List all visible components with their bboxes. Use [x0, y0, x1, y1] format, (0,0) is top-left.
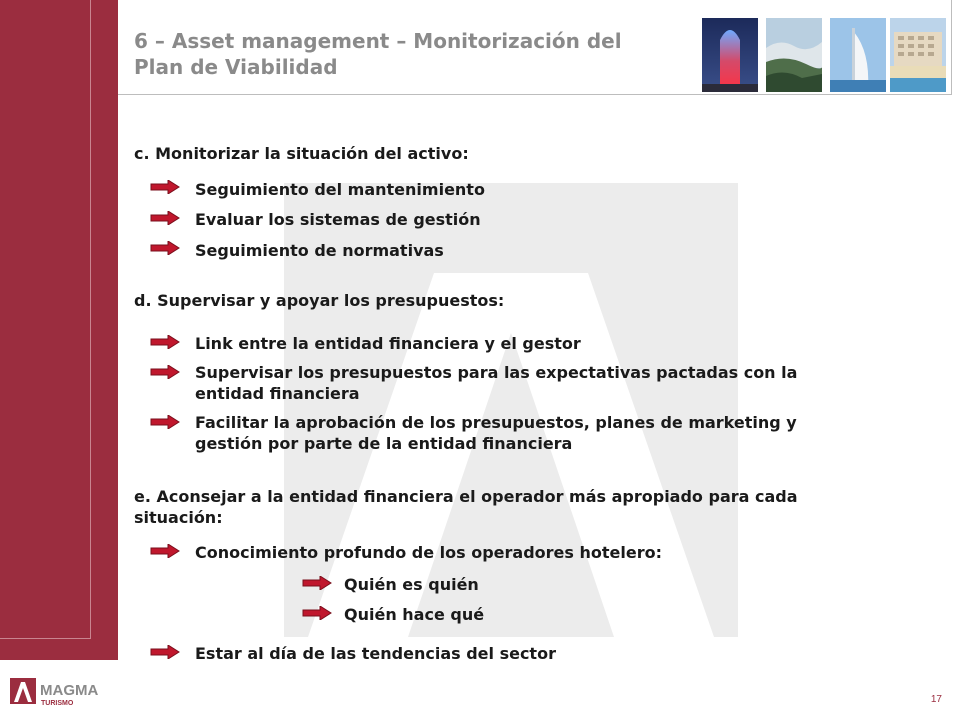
- section-e-heading: [134, 486, 798, 528]
- arrow-icon: [150, 544, 180, 558]
- slide-title-line-2: Plan de Viabilidad: [134, 55, 338, 79]
- arrow-icon: [302, 576, 332, 590]
- section-c-heading: c. Monitorizar la situación del activo:: [134, 144, 469, 163]
- section-d-heading: d. Supervisar y apoyar los presupuestos:: [134, 291, 505, 310]
- header-divider: [118, 94, 952, 95]
- resort-photo: [890, 18, 946, 92]
- sub-bullet-item: Quién es quién: [344, 575, 479, 594]
- section-e-heading-line-1: e. Aconsejar a la entidad financiera el operador más apropiado para cada: [134, 487, 798, 506]
- coast-photo: [766, 18, 822, 92]
- bullet-item: Conocimiento profundo de los operadores hotelero:: [195, 543, 662, 562]
- slide-title: [134, 28, 694, 80]
- bullet-item: Seguimiento de normativas: [195, 241, 444, 260]
- logo-tagline: TURISMO: [41, 700, 74, 707]
- arrow-icon: [150, 335, 180, 349]
- slide-title-line-1: 6 – Asset management – Monitorización del: [134, 29, 622, 53]
- section-e-heading-line-2: situación:: [134, 508, 223, 527]
- bullet-item: Evaluar los sistemas de gestión: [195, 210, 481, 229]
- arrow-icon: [150, 211, 180, 225]
- sail-hotel-photo: [830, 18, 886, 92]
- bullet-line-1: Facilitar la aprobación de los presupuestos, planes de marketing y: [195, 413, 797, 432]
- bullet-line-2: entidad financiera: [195, 384, 360, 403]
- bullet-line-1: Supervisar los presupuestos para las expectativas pactadas con la: [195, 363, 798, 382]
- bullet-item: [195, 333, 581, 354]
- arrow-icon: [150, 365, 180, 379]
- magma-turismo-logo: [10, 676, 114, 710]
- arrow-icon: [302, 606, 332, 620]
- arrow-icon: [150, 415, 180, 429]
- page-number: 17: [930, 694, 942, 705]
- header-divider-vertical: [951, 0, 952, 95]
- sub-bullet-item: Quién hace qué: [344, 605, 485, 624]
- arrow-icon: [150, 645, 180, 659]
- sidebar-divider: [90, 0, 91, 638]
- left-sidebar: [0, 0, 118, 660]
- bullet-item: [195, 412, 797, 454]
- bullet-item: [195, 362, 797, 404]
- logo-name: MAGMA: [40, 682, 99, 699]
- bullet-line-1: Link entre la entidad financiera y el gestor: [195, 334, 581, 353]
- bullet-item: Estar al día de las tendencias del sector: [195, 644, 556, 663]
- sidebar-divider-horizontal: [0, 638, 91, 639]
- arrow-icon: [150, 180, 180, 194]
- arrow-icon: [150, 241, 180, 255]
- tower-photo: [702, 18, 758, 92]
- bullet-item: Seguimiento del mantenimiento: [195, 180, 485, 199]
- bullet-line-2: gestión por parte de la entidad financiera: [195, 434, 573, 453]
